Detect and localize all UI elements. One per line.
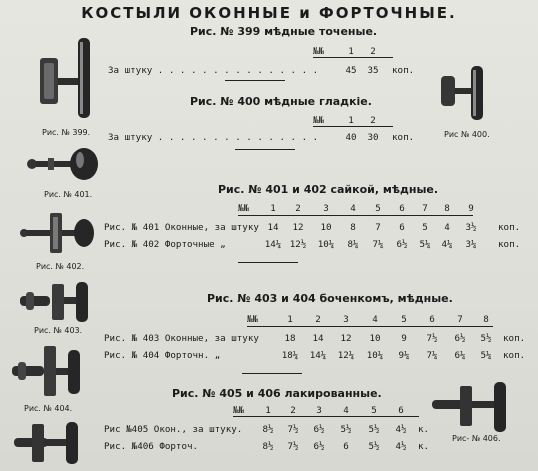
section-400-values: [340, 132, 384, 143]
section-403-row1-unit: коп.: [503, 333, 526, 344]
section-401-cols: [262, 203, 484, 214]
value: 18¼: [281, 350, 299, 361]
col-2: 2: [370, 115, 376, 126]
section-405-row1-values: [256, 424, 414, 435]
section-403-row2-label: Рис. № 404 Форточн. „: [104, 350, 221, 361]
value: 45: [345, 65, 357, 76]
section-405-heading: Рис. № 405 и 406 лакированные.: [172, 387, 382, 400]
section-405-row1-label: Рис №405 Окон., за штуку.: [104, 424, 243, 435]
value: 7½: [287, 424, 299, 435]
value: 6½: [454, 333, 466, 344]
value: 7¼: [426, 350, 438, 361]
section-403-row1-values: [276, 333, 498, 344]
value: 10: [369, 333, 381, 344]
section-403-end-rule: [242, 373, 302, 374]
col: 5: [401, 314, 407, 325]
value: 8½: [262, 441, 274, 452]
figure-405-image: [12, 418, 92, 468]
value: 12½: [289, 239, 307, 250]
section-403-heading: Рис. № 403 и 404 боченкомъ, мѣдные.: [207, 292, 453, 305]
value: 3½: [465, 222, 477, 233]
section-401-row1-label: Рис. № 401 Оконные, за штуку: [104, 222, 259, 233]
value: 5½: [368, 424, 380, 435]
value: 5½: [480, 333, 492, 344]
value: 6½: [396, 239, 408, 250]
value: 3¼: [465, 239, 477, 250]
col: 7: [422, 203, 428, 214]
value: 9: [401, 333, 407, 344]
section-399-heading: Рис. № 399 мѣдные точеные.: [190, 25, 378, 38]
value: 6½: [313, 441, 325, 452]
section-403-no-label: №№: [247, 314, 259, 325]
value: 7: [375, 222, 381, 233]
value: 8: [350, 222, 356, 233]
section-399-no-label: №№: [313, 46, 325, 57]
figure-400-caption: Рис № 400.: [444, 130, 490, 139]
value: 14: [267, 222, 279, 233]
value: 8¼: [347, 239, 359, 250]
section-405-row2-label: Рис. №406 Форточ.: [104, 441, 199, 452]
section-399-row-label: За штуку . . . . . . . . . . . . . . .: [108, 65, 319, 76]
figure-399-caption: Рис. № 399.: [42, 128, 91, 137]
value: 12¼: [337, 350, 355, 361]
section-405-no-label: №№: [233, 405, 245, 416]
value: 18: [284, 333, 296, 344]
col: 1: [265, 405, 271, 416]
col: 4: [372, 314, 378, 325]
col: 3: [343, 314, 349, 325]
col-1: 1: [348, 46, 354, 57]
value: 6¼: [454, 350, 466, 361]
value: 5¼: [480, 350, 492, 361]
col: 9: [468, 203, 474, 214]
col-1: 1: [348, 115, 354, 126]
section-401-end-rule: [238, 262, 298, 263]
section-401-row2-values: [262, 239, 484, 250]
figure-401-image: [22, 146, 102, 186]
col: 2: [315, 314, 321, 325]
value: 14: [312, 333, 324, 344]
col-2: 2: [370, 46, 376, 57]
figure-403-image: [16, 278, 96, 326]
figure-406-image: [430, 380, 520, 436]
value: 4½: [395, 424, 407, 435]
value: 5½: [368, 441, 380, 452]
figure-400-image: [435, 62, 495, 132]
value: 14¼: [309, 350, 327, 361]
value: 30: [367, 132, 379, 143]
value: 5: [422, 222, 428, 233]
section-400-no-label: №№: [313, 115, 325, 126]
section-400-unit: коп.: [392, 132, 415, 143]
value: 5¼: [419, 239, 431, 250]
section-405-cols: [256, 405, 414, 416]
figure-399-image: [30, 30, 100, 130]
section-403-row2-values: [276, 350, 498, 361]
value: 5½: [340, 424, 352, 435]
value: 7½: [287, 441, 299, 452]
col: 6: [429, 314, 435, 325]
col: 7: [457, 314, 463, 325]
value: 10¼: [366, 350, 384, 361]
section-401-row2-unit: коп.: [498, 239, 521, 250]
value: 8½: [262, 424, 274, 435]
col: 2: [295, 203, 301, 214]
section-405-row2-unit: к.: [418, 441, 430, 452]
section-400-row-label: За штуку . . . . . . . . . . . . . . .: [108, 132, 319, 143]
figure-403-caption: Рис. № 403.: [34, 326, 83, 335]
section-401-row1-unit: коп.: [498, 222, 521, 233]
col: 5: [375, 203, 381, 214]
value: 35: [367, 65, 379, 76]
col: 6: [398, 405, 404, 416]
value: 9¼: [398, 350, 410, 361]
figure-402-caption: Рис. № 402.: [36, 262, 85, 271]
value: 14¼: [264, 239, 282, 250]
section-403-cols: [276, 314, 498, 325]
page-title: КОСТЫЛИ ОКОННЫЕ и ФОРТОЧНЫЕ.: [81, 4, 457, 22]
col: 1: [270, 203, 276, 214]
section-401-no-label: №№: [238, 203, 250, 214]
section-399-values: [340, 65, 384, 76]
section-401-heading: Рис. № 401 и 402 сайкой, мѣдные.: [218, 183, 439, 196]
col: 3: [316, 405, 322, 416]
figure-402-image: [16, 205, 96, 260]
section-400-header-rule: [313, 126, 393, 127]
value: 4¼: [441, 239, 453, 250]
col: 8: [483, 314, 489, 325]
col: 3: [323, 203, 329, 214]
section-399-header-rule: [313, 57, 393, 58]
col: 4: [350, 203, 356, 214]
value: 10: [320, 222, 332, 233]
section-403-row2-unit: коп.: [503, 350, 526, 361]
section-401-row2-label: Рис. № 402 Форточные „: [104, 239, 226, 250]
section-399-cols: [340, 46, 384, 57]
figure-404-image: [10, 340, 90, 402]
value: 6: [343, 441, 349, 452]
section-401-header-rule: [238, 215, 473, 216]
value: 4½: [395, 441, 407, 452]
value: 10¼: [317, 239, 335, 250]
figure-404-caption: Рис. № 404.: [24, 404, 73, 413]
figure-401-caption: Рис. № 401.: [44, 190, 93, 199]
value: 40: [345, 132, 357, 143]
col: 6: [399, 203, 405, 214]
value: 12: [340, 333, 352, 344]
section-403-header-rule: [247, 326, 493, 327]
col: 2: [290, 405, 296, 416]
value: 6: [399, 222, 405, 233]
section-399-end-rule: [225, 80, 285, 81]
value: 7¼: [372, 239, 384, 250]
section-403-row1-label: Рис. № 403 Оконные, за штуку: [104, 333, 259, 344]
col: 8: [444, 203, 450, 214]
section-405-header-rule: [233, 416, 419, 417]
section-401-row1-values: [262, 222, 484, 233]
col: 4: [343, 405, 349, 416]
value: 7½: [426, 333, 438, 344]
section-405-row1-unit: к.: [418, 424, 430, 435]
section-400-end-rule: [235, 149, 295, 150]
value: 4: [444, 222, 450, 233]
section-400-cols: [340, 115, 384, 126]
value: 6½: [313, 424, 325, 435]
section-405-row2-values: [256, 441, 414, 452]
section-399-unit: коп.: [392, 65, 415, 76]
value: 12: [292, 222, 304, 233]
col: 5: [371, 405, 377, 416]
col: 1: [287, 314, 293, 325]
figure-406-caption: Рис- № 406.: [452, 434, 501, 443]
section-400-heading: Рис. № 400 мѣдные гладкіе.: [190, 95, 372, 108]
